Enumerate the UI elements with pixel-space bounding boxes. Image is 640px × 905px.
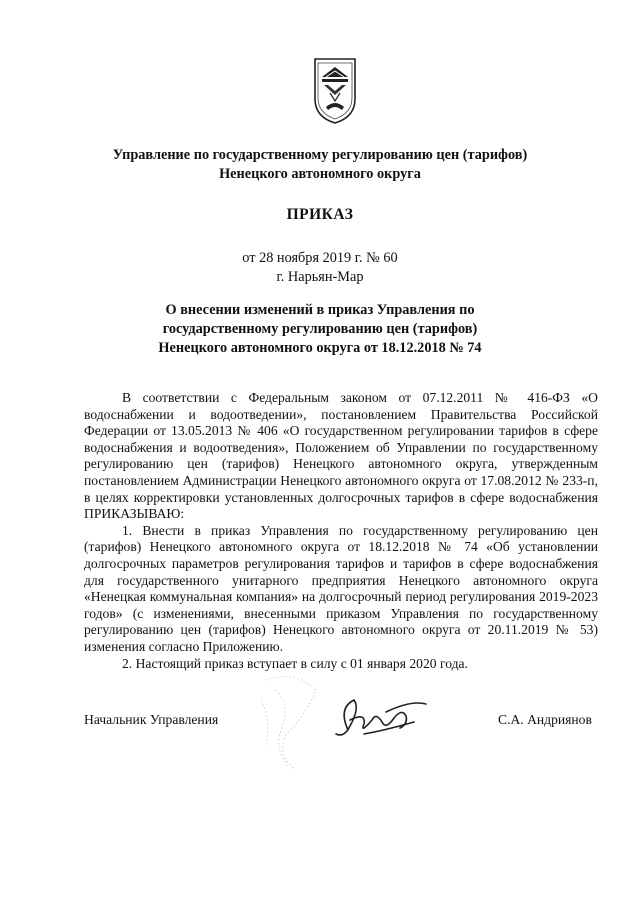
document-type: ПРИКАЗ [286,206,354,223]
handwritten-signature [236,660,456,780]
subject-line-1: О внесении изменений в приказ Управления по [165,302,475,318]
place-line: г. Нарьян-Мар [276,269,364,285]
coat-of-arms-icon [312,55,358,125]
document-body [84,390,598,672]
preamble-paragraph: В соответствии с Федеральным законом от 07.12.2011 № 416-ФЗ «О водоснабжении и водоотведении», постановлением Правительства Российской Федерации от 13.05.2013 № 406 «О государственном регулировании тарифов в сфере водоснабжения и водоотведения», Положением об Управлении по государственному регулированию цен (тарифов) Ненецкого автономного округа, утвержденным постановлением Администрации Ненецкого автономного округа от 17.08.2012 № 233-п, в целях корректировки установленных долгосрочных тарифов в сфере водоснабжения ПРИКАЗЫВАЮ: [84,390,598,522]
date-line: от 28 ноября 2019 г. № 60 [242,250,398,266]
subject-line-3: Ненецкого автономного округа от 18.12.2018 № 74 [158,340,482,356]
document-subject [0,301,640,358]
authority-line-1: Управление по государственному регулированию цен (тарифов) [112,147,528,163]
signatory-position: Начальник Управления [84,712,219,727]
item-2-paragraph: 2. Настоящий приказ вступает в силу с 01 января 2020 года. [122,655,468,671]
item-1-paragraph: 1. Внести в приказ Управления по государственному регулированию цен (тарифов) Ненецкого автономного округа от 18.12.2018 № 74 «Об установлении долгосрочных параметров регулирования тарифов и тарифов в сфере водоснабжения для государственного унитарного предприятия Ненецкого автономного округа «Ненецкая коммунальная компания» на долгосрочный период регулирования 2019-2023 годов» (с изменениями, внесенными приказом Управления по государственному регулированию цен (тарифов) Ненецкого автономного округа от 20.11.2019 № 53) изменения согласно Приложению. [84,522,598,654]
signatory-name: С.А. Андриянов [498,712,592,727]
authority-line-2: Ненецкого автономного округа [219,166,421,182]
subject-line-2: государственному регулированию цен (тарифов) [162,321,478,337]
date-and-place [0,249,640,287]
issuing-authority [0,146,640,184]
